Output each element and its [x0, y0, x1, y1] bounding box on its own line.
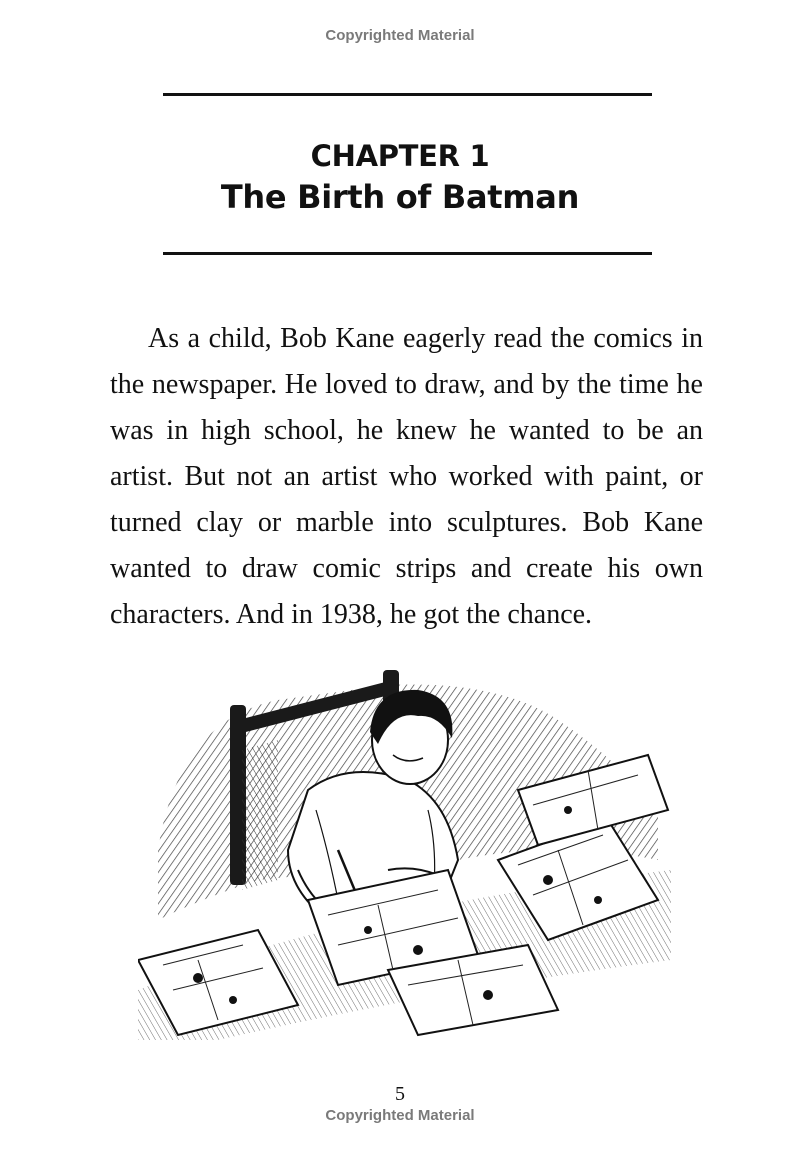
chapter-label: CHAPTER 1 — [310, 139, 490, 173]
top-divider — [163, 93, 652, 96]
bottom-divider — [163, 252, 652, 255]
copyright-footer: Copyrighted Material — [325, 1107, 475, 1124]
chapter-title: The Birth of Batman — [220, 178, 580, 216]
bob-kane-drawing-illustration — [138, 660, 671, 1040]
body-paragraph: As a child, Bob Kane eagerly read the comics in the newspaper. He loved to draw, and by the time he was in high school, he knew he wanted to be an artist. But not an artist who worked with paint, or turned clay or marble into sculptures. Bob Kane wanted to draw comic strips and create his own characters. And in 1938, he got the chance. — [110, 323, 703, 630]
page-number: 5 — [395, 1083, 405, 1105]
copyright-header: Copyrighted Material — [325, 27, 475, 44]
